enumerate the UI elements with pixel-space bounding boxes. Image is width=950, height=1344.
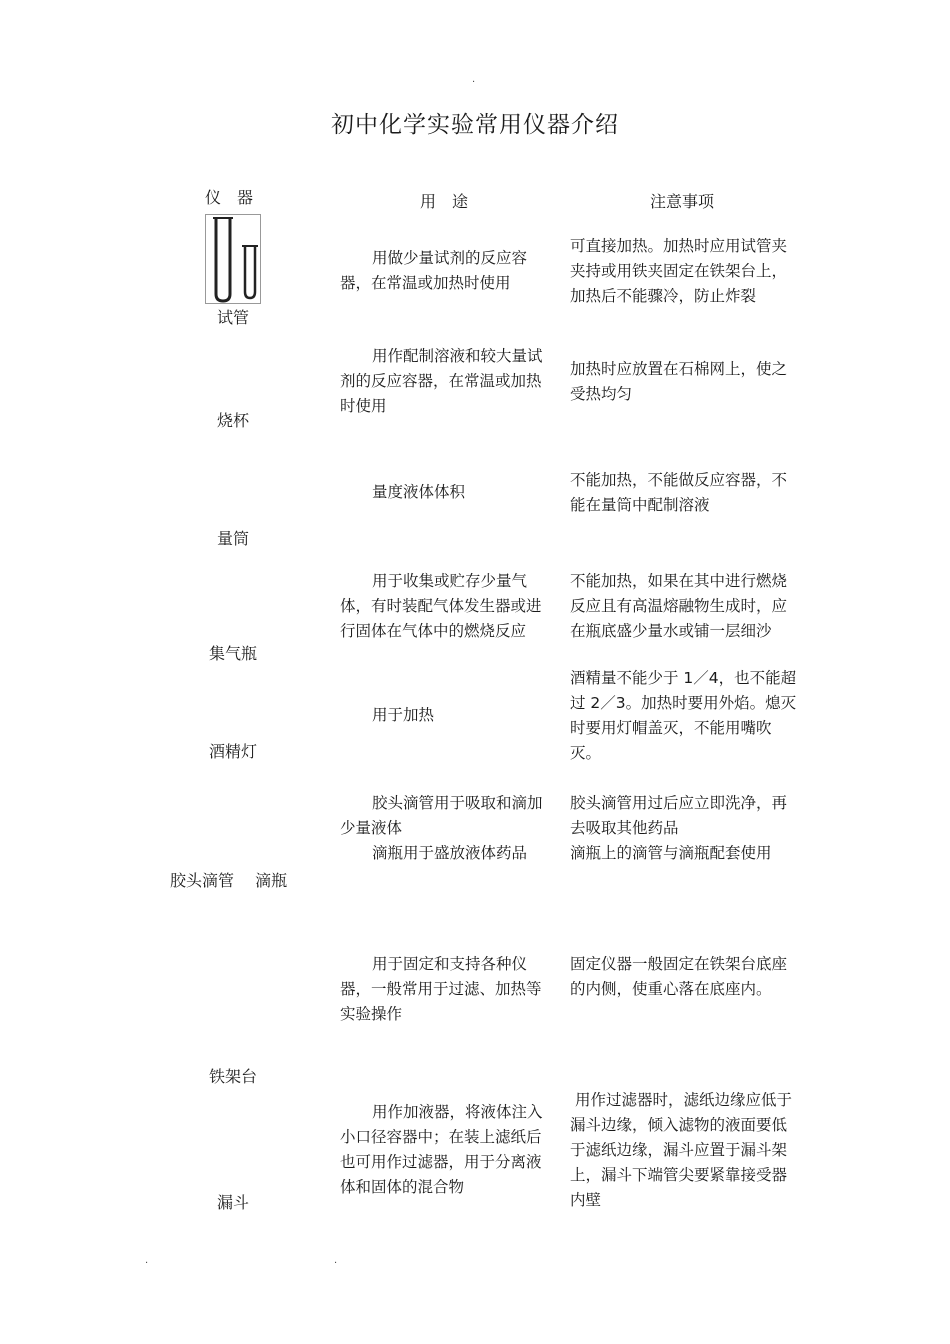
- notes-text-test-tube: 可直接加热。加热时应用试管夹夹持或用铁夹固定在铁架台上，加热后不能骤冷，防止炸裂: [570, 237, 788, 305]
- scan-dot-bottom-left: .: [145, 1255, 149, 1266]
- instrument-name-funnel: 漏斗: [216, 1193, 249, 1212]
- instrument-name-alcohol-lamp: 酒精灯: [208, 742, 257, 761]
- scan-dot-top: .: [472, 74, 476, 85]
- header-instrument: 仪 器: [205, 188, 254, 207]
- notes-text-iron-stand: 固定仪器一般固定在铁架台底座的内侧，使重心落在底座内。: [570, 955, 788, 998]
- notes-text-gas-jar: 不能加热，如果在其中进行燃烧反应且有高温熔融物生成时，应在瓶底盛少量水或铺一层细沙: [570, 572, 788, 640]
- notes-text-funnel: 用作过滤器时，滤纸边缘应低于漏斗边缘，倾入滤物的液面要低于滤纸边缘，漏斗应置于漏斗架上，漏斗下端管尖要紧靠接受器内壁: [570, 1091, 792, 1209]
- use-text-graduated-cylinder: 量度液体体积: [372, 483, 466, 501]
- use-text-test-tube: 用做少量试剂的反应容器，在常温或加热时使用: [340, 249, 528, 292]
- instrument-name-graduated-cylinder: 量筒: [216, 529, 249, 548]
- notes-text-dropper-bottle: 胶头滴管用过后应立即洗净，再去吸取其他药品 滴瓶上的滴管与滴瓶配套使用: [570, 794, 788, 862]
- scan-dot-bottom-mid: .: [334, 1255, 338, 1266]
- use-text-dropper-bottle: 胶头滴管用于吸取和滴加少量液体 滴瓶用于盛放液体药品: [340, 794, 543, 862]
- use-text-beaker: 用作配制溶液和较大量试剂的反应容器，在常温或加热时使用: [340, 347, 543, 415]
- header-notes: 注意事项: [650, 192, 715, 211]
- use-text-alcohol-lamp: 用于加热: [372, 706, 435, 724]
- notes-text-alcohol-lamp: 酒精量不能少于 1／4，也不能超过 2／3。加热时要用外焰。熄灭时要用灯帽盖灭，不能用嘴吹灭。: [570, 669, 797, 762]
- use-text-gas-jar: 用于收集或贮存少量气体，有时装配气体发生器或进行固体在气体中的燃烧反应: [340, 572, 542, 640]
- instrument-name-test-tube: 试管: [216, 308, 249, 327]
- use-text-iron-stand: 用于固定和支持各种仪器，一般常用于过滤、加热等实验操作: [340, 955, 542, 1023]
- instrument-name-beaker: 烧杯: [216, 411, 249, 430]
- test-tube-icon: [205, 214, 261, 304]
- notes-text-graduated-cylinder: 不能加热，不能做反应容器，不能在量筒中配制溶液: [570, 471, 788, 514]
- instrument-name-dropper-bottle: 胶头滴管 滴瓶: [170, 871, 288, 890]
- instrument-name-gas-jar: 集气瓶: [208, 644, 257, 663]
- page-title: 初中化学实验常用仪器介绍: [331, 112, 619, 138]
- header-use: 用 途: [420, 192, 469, 211]
- instrument-name-iron-stand: 铁架台: [208, 1067, 257, 1086]
- use-text-funnel: 用作加液器，将液体注入小口径容器中；在装上滤纸后也可用作过滤器，用于分离液体和固体的混合物: [340, 1103, 543, 1196]
- notes-text-beaker: 加热时应放置在石棉网上，使之受热均匀: [570, 360, 788, 403]
